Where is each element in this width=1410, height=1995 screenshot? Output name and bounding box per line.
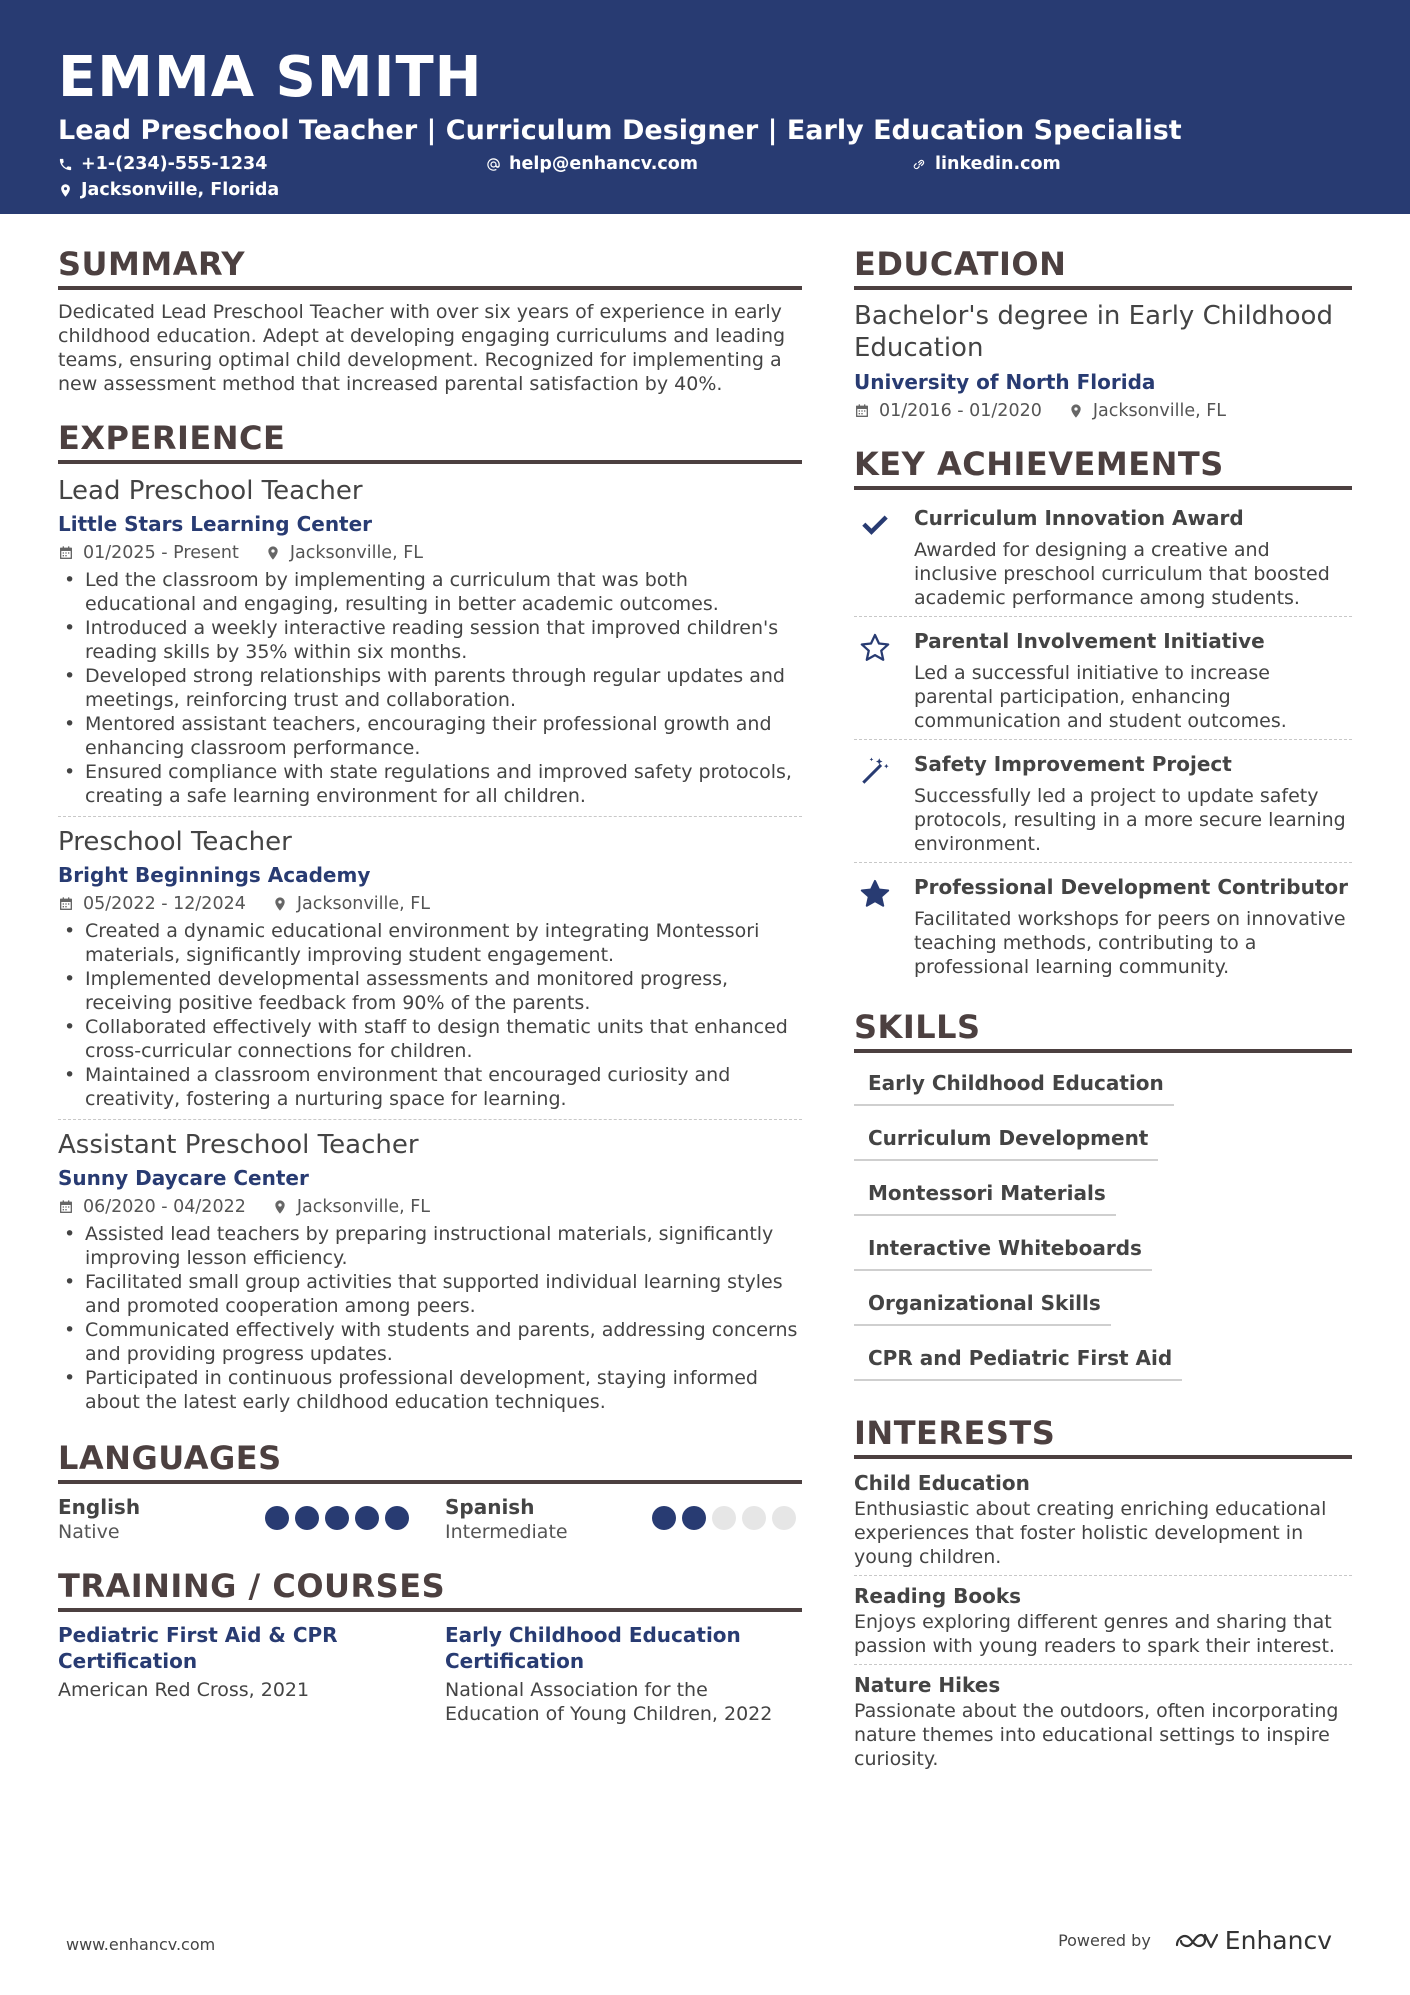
training-desc: American Red Cross, 2021: [58, 1679, 310, 1701]
education-dates: [854, 398, 1042, 424]
job-bullets: [58, 568, 802, 808]
job-bullet: • Maintained a classroom environment that encouraged curiosity and creativity, fostering a nurturing space for learning.: [58, 1063, 802, 1111]
training-item: [445, 1622, 802, 1726]
achievement-desc: Successfully led a project to update safety protocols, resulting in a more secure learning environment.: [914, 785, 1346, 855]
training-item: [58, 1622, 415, 1726]
calendar-icon: [854, 403, 870, 419]
job-entry: [58, 1128, 802, 1422]
contact-linkedin[interactable]: [912, 154, 1061, 174]
job-location-text: Jacksonville, FL: [296, 1197, 431, 1217]
training-title-text: Early Childhood Education Certification: [445, 1623, 741, 1673]
job-bullets: [58, 1222, 802, 1414]
contact-location: [58, 180, 279, 200]
training-list: [58, 1622, 802, 1726]
right-column: [854, 244, 1352, 1783]
training-desc: National Association for the Education of Young Children, 2022: [445, 1679, 773, 1725]
map-pin-icon: [265, 545, 281, 561]
interest-title: Child Education: [854, 1471, 1030, 1495]
training-section: [58, 1566, 802, 1726]
education-location-text: Jacksonville, FL: [1092, 401, 1227, 421]
job-location-text: Jacksonville, FL: [289, 543, 424, 563]
summary-section: [58, 244, 802, 396]
job-title: Preschool Teacher: [58, 827, 292, 857]
languages-list: [58, 1494, 802, 1546]
job-company: Bright Beginnings Academy: [58, 863, 371, 887]
rating-dot-empty: [772, 1506, 796, 1530]
rating-dot-filled: [265, 1506, 289, 1530]
skills-section: [854, 1007, 1352, 1393]
left-column: [58, 244, 802, 1726]
job-dates-text: 01/2025 - Present: [83, 543, 239, 563]
rating-dot-empty: [712, 1506, 736, 1530]
map-pin-icon: [1068, 403, 1084, 419]
language-level: Intermediate: [445, 1521, 568, 1543]
check-icon: [854, 504, 896, 610]
skill-tag: Early Childhood Education: [854, 1063, 1174, 1106]
job-bullet: • Introduced a weekly interactive reading session that improved children's reading skills by 35% within six months.: [58, 616, 802, 664]
phone-icon: [58, 157, 73, 172]
language-item: [58, 1494, 415, 1546]
skill-row: [854, 1338, 1352, 1393]
job-bullet: • Created a dynamic educational environment by integrating Montessori materials, significantly improving student engagement.: [58, 919, 802, 967]
education-dates-text: 01/2016 - 01/2020: [879, 401, 1042, 421]
achievement-item: [854, 746, 1352, 863]
skill-tag: CPR and Pediatric First Aid: [854, 1338, 1182, 1381]
job-entry: [58, 825, 802, 1120]
skill-row: [854, 1228, 1352, 1283]
rating-dot-empty: [742, 1506, 766, 1530]
candidate-headline: Lead Preschool Teacher | Curriculum Designer | Early Education Specialist: [58, 115, 1182, 146]
achievement-desc: Awarded for designing a creative and inclusive preschool curriculum that boosted academic performance among students.: [914, 539, 1330, 609]
experience-section: [58, 418, 802, 1422]
rating-dot-filled: [682, 1506, 706, 1530]
education-section: [854, 244, 1352, 424]
language-level: Native: [58, 1521, 120, 1543]
skill-row: [854, 1173, 1352, 1228]
skill-tag: Curriculum Development: [854, 1118, 1158, 1161]
interest-title: Nature Hikes: [854, 1673, 1001, 1697]
powered-by-text: Powered by: [1058, 1931, 1151, 1950]
education-meta: [854, 398, 1352, 424]
language-rating: [265, 1506, 409, 1530]
job-dates: [58, 540, 239, 566]
skill-row: [854, 1118, 1352, 1173]
education-location: [1068, 398, 1226, 424]
email-text: help@enhancv.com: [509, 154, 699, 174]
job-meta: [58, 891, 802, 917]
map-pin-icon: [58, 183, 73, 198]
job-location: [265, 540, 423, 566]
calendar-icon: [58, 896, 74, 912]
map-pin-icon: [272, 1199, 288, 1215]
job-bullet: • Developed strong relationships with parents through regular updates and meetings, reinforcing trust and collaboration.: [58, 664, 802, 712]
skill-tag: Interactive Whiteboards: [854, 1228, 1152, 1271]
job-meta: [58, 1194, 802, 1220]
job-bullet: • Ensured compliance with state regulations and improved safety protocols, creating a safe learning environment for all children.: [58, 760, 802, 808]
interest-desc: Enjoys exploring different genres and sharing that passion with young readers to spark their interest.: [854, 1611, 1335, 1657]
language-name: Spanish: [445, 1495, 535, 1519]
candidate-name: EMMA SMITH: [58, 45, 483, 110]
interests-section: [854, 1413, 1352, 1777]
job-dates: [58, 1194, 246, 1220]
summary-text: Dedicated Lead Preschool Teacher with over six years of experience in early childhood education. Adept at developing engaging curriculums and leading teams, ensuring optimal child development. Recognized for implementing a new assessment method that increased parental satisfaction by 40%.: [58, 301, 786, 395]
job-company: Sunny Daycare Center: [58, 1166, 309, 1190]
job-company: Little Stars Learning Center: [58, 512, 373, 536]
skill-row: [854, 1063, 1352, 1118]
training-title-text: Pediatric First Aid & CPR Certification: [58, 1623, 338, 1673]
interest-desc: Passionate about the outdoors, often incorporating nature themes into educational settings to inspire curiosity.: [854, 1700, 1339, 1770]
achievement-title: Safety Improvement Project: [914, 752, 1232, 776]
job-meta: [58, 540, 802, 566]
interests-title: INTERESTS: [854, 1413, 1352, 1459]
contact-phone[interactable]: [58, 154, 267, 174]
skills-title: SKILLS: [854, 1007, 1352, 1053]
job-title: Lead Preschool Teacher: [58, 476, 363, 506]
achievements-section: [854, 444, 1352, 985]
achievement-title: Professional Development Contributor: [914, 875, 1348, 899]
language-item: [445, 1494, 802, 1546]
interest-title: Reading Books: [854, 1584, 1022, 1608]
magic-wand-icon: [854, 750, 896, 856]
education-degree: Bachelor's degree in Early Childhood Education: [854, 301, 1333, 363]
job-bullet: • Facilitated small group activities that supported individual learning styles and promoted cooperation among peers.: [58, 1270, 802, 1318]
calendar-icon: [58, 1199, 74, 1215]
education-title: EDUCATION: [854, 244, 1352, 290]
language-rating: [652, 1506, 796, 1530]
job-bullet: • Assisted lead teachers by preparing instructional materials, significantly improving lesson efficiency.: [58, 1222, 802, 1270]
at-icon: [486, 157, 501, 172]
job-bullet: • Participated in continuous professional development, staying informed about the latest early childhood education techniques.: [58, 1366, 802, 1414]
job-location-text: Jacksonville, FL: [296, 894, 431, 914]
job-bullet: • Communicated effectively with students and parents, addressing concerns and providing progress updates.: [58, 1318, 802, 1366]
job-bullet: • Implemented developmental assessments and monitored progress, receiving positive feedback from 90% of the parents.: [58, 967, 802, 1015]
brand-logo[interactable]: [1173, 1926, 1332, 1955]
location-text: Jacksonville, Florida: [81, 180, 280, 200]
map-pin-icon: [272, 896, 288, 912]
language-name: English: [58, 1495, 141, 1519]
achievement-desc: Led a successful initiative to increase parental participation, enhancing communication and student outcomes.: [914, 662, 1287, 732]
job-location: [272, 1194, 430, 1220]
rating-dot-filled: [385, 1506, 409, 1530]
job-dates-text: 06/2020 - 04/2022: [83, 1197, 246, 1217]
star-filled-icon: [854, 873, 896, 979]
phone-text: +1-(234)-555-1234: [81, 154, 268, 174]
calendar-icon: [58, 545, 74, 561]
languages-title: LANGUAGES: [58, 1438, 802, 1484]
job-bullet: • Collaborated effectively with staff to design thematic units that enhanced cross-curricular connections for children.: [58, 1015, 802, 1063]
training-title: TRAINING / COURSES: [58, 1566, 802, 1612]
interest-item: [854, 1469, 1352, 1576]
resume-header: [0, 0, 1410, 214]
rating-dot-filled: [652, 1506, 676, 1530]
achievement-title: Curriculum Innovation Award: [914, 506, 1244, 530]
achievement-item: [854, 500, 1352, 617]
star-outline-icon: [854, 627, 896, 733]
education-school: University of North Florida: [854, 370, 1156, 394]
enhancv-logo-icon: [1173, 1929, 1219, 1953]
contact-email[interactable]: [486, 154, 698, 174]
footer-branding: [1058, 1926, 1332, 1955]
job-title: Assistant Preschool Teacher: [58, 1130, 419, 1160]
job-bullet: • Mentored assistant teachers, encouraging their professional growth and enhancing classroom performance.: [58, 712, 802, 760]
achievement-item: [854, 623, 1352, 740]
footer-website[interactable]: www.enhancv.com: [66, 1935, 216, 1954]
job-dates: [58, 891, 246, 917]
rating-dot-filled: [325, 1506, 349, 1530]
rating-dot-filled: [295, 1506, 319, 1530]
brand-name: Enhancv: [1224, 1926, 1332, 1955]
rating-dot-filled: [355, 1506, 379, 1530]
skill-row: [854, 1283, 1352, 1338]
linkedin-text: linkedin.com: [935, 154, 1061, 174]
skill-tag: Montessori Materials: [854, 1173, 1116, 1216]
job-location: [272, 891, 430, 917]
skill-tag: Organizational Skills: [854, 1283, 1111, 1326]
job-dates-text: 05/2022 - 12/2024: [83, 894, 246, 914]
contact-row-2: [58, 180, 1352, 206]
languages-section: [58, 1438, 802, 1546]
summary-title: SUMMARY: [58, 244, 802, 290]
job-entry: [58, 474, 802, 817]
link-icon: [912, 157, 927, 172]
interest-desc: Enthusiastic about creating enriching educational experiences that foster holistic development in young children.: [854, 1498, 1327, 1568]
job-bullet: • Led the classroom by implementing a curriculum that was both educational and engaging, resulting in better academic outcomes.: [58, 568, 802, 616]
achievement-desc: Facilitated workshops for peers on innovative teaching methods, contributing to a professional learning community.: [914, 908, 1346, 978]
contact-row: [58, 154, 1352, 180]
job-bullets: [58, 919, 802, 1111]
achievement-title: Parental Involvement Initiative: [914, 629, 1265, 653]
interest-item: [854, 1671, 1352, 1777]
experience-title: EXPERIENCE: [58, 418, 802, 464]
achievements-title: KEY ACHIEVEMENTS: [854, 444, 1352, 490]
achievement-item: [854, 869, 1352, 985]
interest-item: [854, 1582, 1352, 1665]
